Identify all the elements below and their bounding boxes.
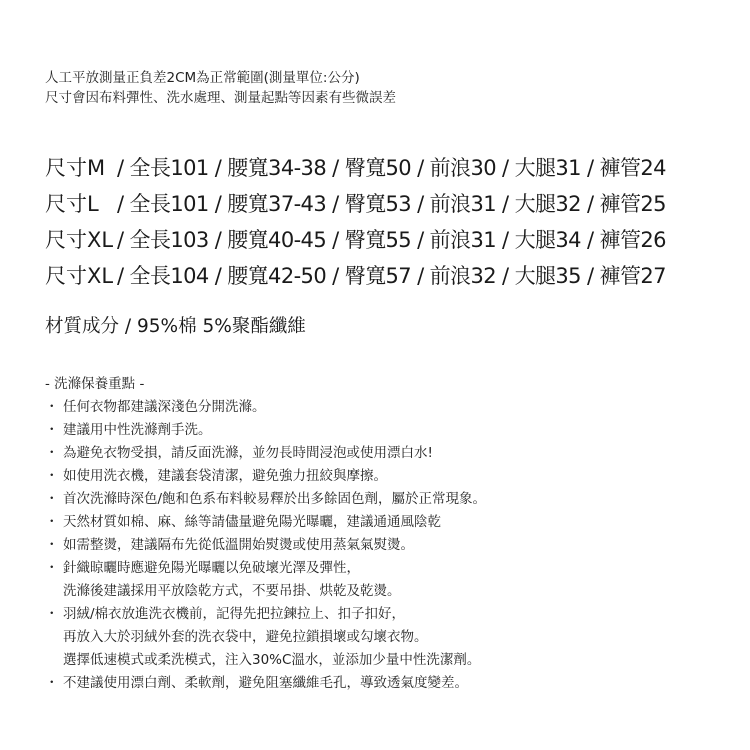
care-item bbox=[45, 419, 735, 442]
care-item bbox=[45, 396, 735, 419]
care-item bbox=[45, 557, 735, 603]
care-line: 如需整燙，建議隔布先從低溫開始熨燙或使用蒸氣氣熨燙。 bbox=[63, 537, 414, 553]
care-item bbox=[45, 442, 735, 465]
care-item bbox=[45, 534, 735, 557]
size-label: 尺寸L bbox=[45, 192, 99, 216]
bullet-dot: ・ bbox=[45, 445, 59, 461]
size-row bbox=[45, 186, 745, 222]
size-chart bbox=[45, 150, 745, 294]
care-line: 選擇低速模式或柔洗模式，注入30%C溫水，並添加少量中性洗潔劑。 bbox=[63, 652, 481, 668]
measurement-note-line: 人工平放測量正負差2CM為正常範圍(測量單位:公分) bbox=[45, 70, 360, 86]
bullet-dot: ・ bbox=[45, 422, 59, 438]
size-spec: / 全長101 / 腰寬34-38 / 臀寬50 / 前浪30 / 大腿31 / 褲管24 bbox=[117, 156, 666, 180]
size-label: 尺寸XL bbox=[45, 264, 114, 288]
care-item bbox=[45, 672, 735, 695]
bullet-dot: ・ bbox=[45, 514, 59, 530]
bullet-dot: ・ bbox=[45, 399, 59, 415]
care-line: 羽絨/棉衣放進洗衣機前，記得先把拉鍊拉上、扣子扣好， bbox=[63, 606, 406, 622]
care-line: 再放入大於羽絨外套的洗衣袋中，避免拉鎖損壞或勾壞衣物。 bbox=[63, 629, 428, 645]
bullet-dot: ・ bbox=[45, 606, 59, 622]
measurement-note bbox=[45, 68, 735, 108]
care-line: 針織晾曬時應避免陽光曝曬以免破壞光澤及彈性， bbox=[63, 560, 360, 576]
care-line: 如使用洗衣機，建議套袋清潔，避免強力扭絞與摩擦。 bbox=[63, 468, 387, 484]
care-line: 為避免衣物受損，請反面洗滌，並勿長時間浸泡或使用漂白水! bbox=[63, 445, 433, 461]
bullet-dot: ・ bbox=[45, 560, 59, 576]
care-item bbox=[45, 511, 735, 534]
size-label: 尺寸XL bbox=[45, 228, 114, 252]
bullet-dot: ・ bbox=[45, 675, 59, 691]
care-instructions bbox=[45, 373, 735, 695]
bullet-dot: ・ bbox=[45, 468, 59, 484]
care-item bbox=[45, 603, 735, 672]
measurement-note-line: 尺寸會因布料彈性、洗水處理、測量起點等因素有些微誤差 bbox=[45, 90, 396, 106]
bullet-dot: ・ bbox=[45, 537, 59, 553]
care-line: 建議用中性洗滌劑手洗。 bbox=[63, 422, 212, 438]
size-row bbox=[45, 150, 745, 186]
size-row bbox=[45, 258, 745, 294]
care-line: 首次洗滌時深色/飽和色系布料較易釋於出多餘固色劑，屬於正常現象。 bbox=[63, 491, 487, 507]
size-spec: / 全長104 / 腰寬42-50 / 臀寬57 / 前浪32 / 大腿35 / 褲管27 bbox=[117, 264, 666, 288]
care-line: 天然材質如棉、麻、絲等請儘量避免陽光曝曬，建議通通風陰乾 bbox=[63, 514, 441, 530]
material-composition: 材質成分 / 95%棉 5%聚酯纖維 bbox=[45, 316, 306, 337]
size-spec: / 全長101 / 腰寬37-43 / 臀寬53 / 前浪31 / 大腿32 / 褲管25 bbox=[117, 192, 666, 216]
size-spec: / 全長103 / 腰寬40-45 / 臀寬55 / 前浪31 / 大腿34 / 褲管26 bbox=[117, 228, 666, 252]
care-line: 不建議使用漂白劑、柔軟劑，避免阻塞纖維毛孔，導致透氣度變差。 bbox=[63, 675, 468, 691]
care-item bbox=[45, 465, 735, 488]
care-item bbox=[45, 488, 735, 511]
size-row bbox=[45, 222, 745, 258]
care-line: 任何衣物都建議深淺色分開洗滌。 bbox=[63, 399, 266, 415]
care-line: 洗滌後建議採用平放陰乾方式，不要吊掛、烘乾及乾燙。 bbox=[63, 583, 401, 599]
bullet-dot: ・ bbox=[45, 491, 59, 507]
care-title: - 洗滌保養重點 - bbox=[45, 376, 145, 392]
size-label: 尺寸M bbox=[45, 156, 106, 180]
